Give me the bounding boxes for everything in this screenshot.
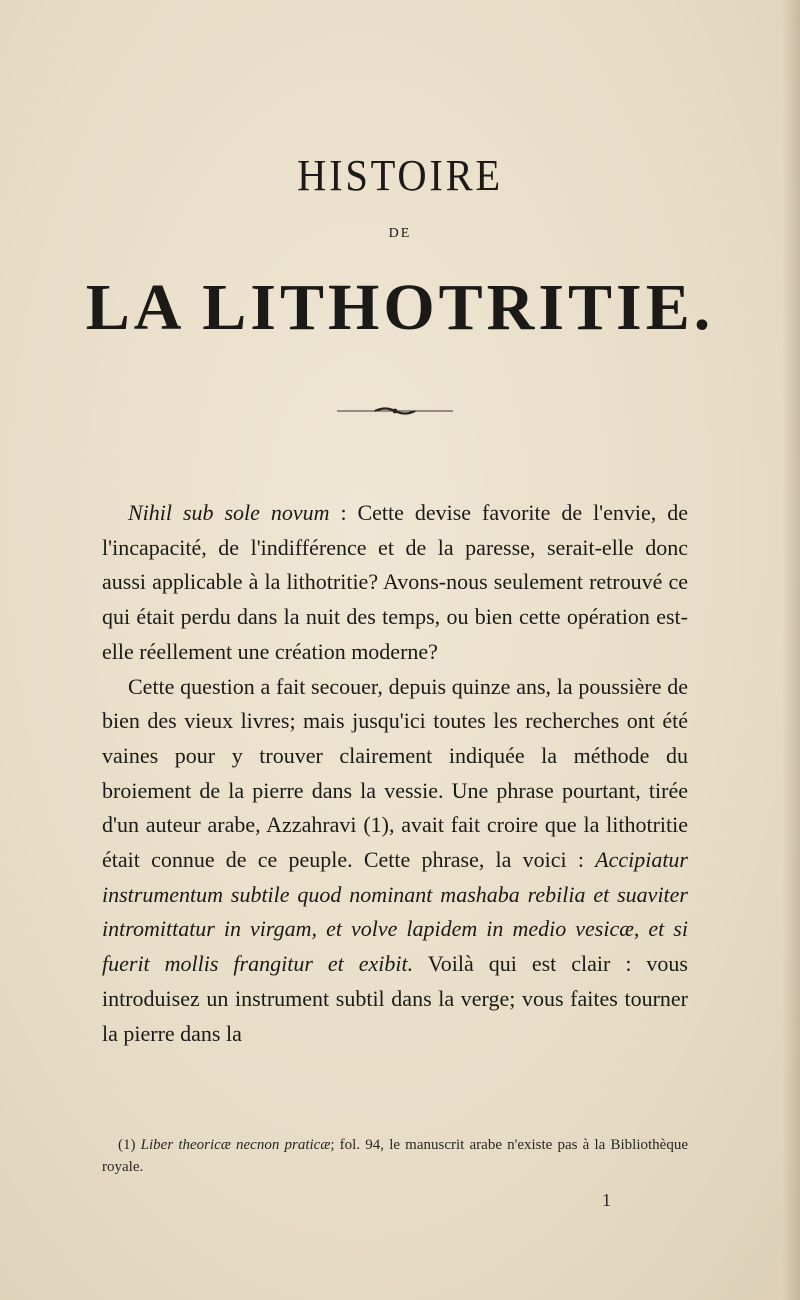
signature-mark: 1 <box>602 1190 611 1210</box>
body-text <box>102 496 688 1051</box>
footnote <box>102 1134 688 1178</box>
title-lithotritie: LA LITHOTRITIE. <box>85 271 715 344</box>
paragraph-1 <box>102 496 688 670</box>
paragraph-1-text: : Cette devise favorite de l'envie, de l'incapacité, de l'indifférence et de la paresse, serait-elle donc aussi applicable à la lithotritie? Avons-nous seulement retrouvé ce qui était perdu dans la nuit des temps, ou bien cette opération est-elle réellement une création moderne? <box>102 500 688 664</box>
paragraph-2-text: Cette question a fait secouer, depuis quinze ans, la poussière de bien des vieux livres; mais jusqu'ici toutes les recherches ont été vaines pour y trouver clairement indiquée la méthode du broiement de la pierre dans la vessie. Une phrase pourtant, tirée d'un auteur arabe, Azzahravi (1), avait fait croire que la lithotritie était connue de ce peuple. Cette phrase, la voici : <box>102 673 688 873</box>
page-edge-shadow <box>782 0 800 1300</box>
paragraph-2-tail: Voilà qui est clair : vous introduisez un instrument subtil dans la verge; vous faites tourner la pierre dans la <box>102 951 688 1046</box>
title-histoire: HISTOIRE <box>297 151 503 200</box>
ornament-divider <box>335 404 455 418</box>
paragraph-2 <box>102 670 688 1052</box>
footnote-marker: (1) <box>118 1137 141 1153</box>
footnote-title: Liber theoricæ necnon praticæ <box>140 1137 331 1153</box>
footnote-text: ; fol. 94, le manuscrit arabe n'existe pas à la Bibliothèque royale. <box>102 1137 688 1175</box>
latin-motto: Nihil sub sole novum <box>128 500 330 525</box>
latin-quote: Accipiatur instrumentum subtile quod nominant mashaba rebilia et suaviter intromittatur in virgam, et volve lapidem in medio vesicæ, et si fuerit mollis frangitur et exibit. <box>102 847 688 977</box>
title-de: DE <box>388 226 412 241</box>
